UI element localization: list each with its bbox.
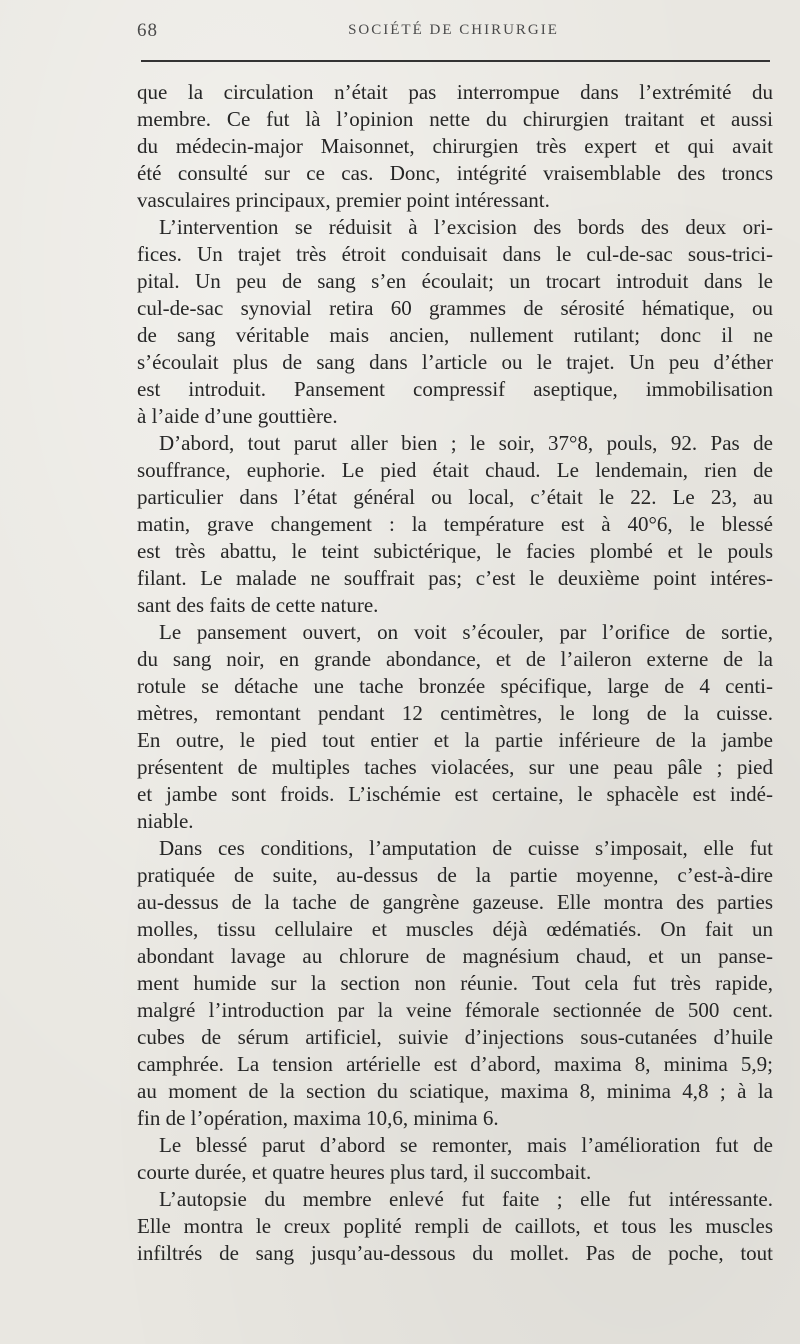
text-line: malgré l’introduction par la veine fémorale sectionnée de 500 cent. bbox=[137, 998, 773, 1022]
body-text bbox=[137, 79, 773, 1267]
text-line: filant. Le malade ne souffrait pas; c’est le deuxième point intéres- bbox=[137, 566, 773, 590]
text-line: et jambe sont froids. L’ischémie est certaine, le sphacèle est indé- bbox=[137, 782, 773, 806]
text-line: sant des faits de cette nature. bbox=[137, 593, 379, 617]
text-line: cubes de sérum artificiel, suivie d’injections sous-cutanées d’huile bbox=[137, 1025, 773, 1049]
text-line: pital. Un peu de sang s’en écoulait; un trocart introduit dans le bbox=[137, 269, 773, 293]
text-line: pratiquée de suite, au-dessus de la partie moyenne, c’est-à-dire bbox=[137, 863, 773, 887]
text-line: est très abattu, le teint subictérique, le facies plombé et le pouls bbox=[137, 539, 773, 563]
text-line: à l’aide d’une gouttière. bbox=[137, 404, 338, 428]
text-line: Elle montra le creux poplité rempli de caillots, et tous les muscles bbox=[137, 1214, 773, 1238]
text-line: matin, grave changement : la température est à 40°6, le blessé bbox=[137, 512, 773, 536]
text-line: abondant lavage au chlorure de magnésium chaud, et un panse- bbox=[137, 944, 773, 968]
text-line: infiltrés de sang jusqu’au-dessous du mollet. Pas de poche, tout bbox=[137, 1241, 773, 1265]
text-line: au moment de la section du sciatique, maxima 8, minima 4,8 ; à la bbox=[137, 1079, 773, 1103]
text-line: molles, tissu cellulaire et muscles déjà œdématiés. On fait un bbox=[137, 917, 773, 941]
page-number: 68 bbox=[137, 20, 158, 41]
text-line: présentent de multiples taches violacées, sur une peau pâle ; pied bbox=[137, 755, 773, 779]
text-line: est introduit. Pansement compressif aseptique, immobilisation bbox=[137, 377, 773, 401]
text-line: L’intervention se réduisit à l’excision des bords des deux ori- bbox=[159, 215, 773, 239]
text-line: cul-de-sac synovial retira 60 grammes de sérosité hématique, ou bbox=[137, 296, 773, 320]
text-line: rotule se détache une tache bronzée spécifique, large de 4 centi- bbox=[137, 674, 773, 698]
text-line: que la circulation n’était pas interrompue dans l’extrémité du bbox=[137, 80, 773, 104]
text-line: fin de l’opération, maxima 10,6, minima 6. bbox=[137, 1106, 499, 1130]
text-line: du sang noir, en grande abondance, et de l’aileron externe de la bbox=[137, 647, 773, 671]
text-line: ment humide sur la section non réunie. Tout cela fut très rapide, bbox=[137, 971, 773, 995]
text-line: L’autopsie du membre enlevé fut faite ; elle fut intéressante. bbox=[159, 1187, 773, 1211]
text-line: mètres, remontant pendant 12 centimètres, le long de la cuisse. bbox=[137, 701, 773, 725]
text-line: s’écoulait plus de sang dans l’article ou le trajet. Un peu d’éther bbox=[137, 350, 773, 374]
text-line: En outre, le pied tout entier et la partie inférieure de la jambe bbox=[137, 728, 773, 752]
text-line: camphrée. La tension artérielle est d’abord, maxima 8, minima 5,9; bbox=[137, 1052, 773, 1076]
text-line: courte durée, et quatre heures plus tard, il succombait. bbox=[137, 1160, 592, 1184]
header-rule bbox=[141, 60, 770, 62]
running-head: SOCIÉTÉ DE CHIRURGIE bbox=[348, 22, 559, 38]
text-line: souffrance, euphorie. Le pied était chaud. Le lendemain, rien de bbox=[137, 458, 773, 482]
text-line: au-dessus de la tache de gangrène gazeuse. Elle montra des parties bbox=[137, 890, 773, 914]
text-line: de sang véritable mais ancien, nullement rutilant; donc il ne bbox=[137, 323, 773, 347]
text-line: D’abord, tout parut aller bien ; le soir, 37°8, pouls, 92. Pas de bbox=[159, 431, 773, 455]
text-line: membre. Ce fut là l’opinion nette du chirurgien traitant et aussi bbox=[137, 107, 773, 131]
text-line: niable. bbox=[137, 809, 194, 833]
text-line: fices. Un trajet très étroit conduisait dans le cul-de-sac sous-trici- bbox=[137, 242, 773, 266]
text-line: été consulté sur ce cas. Donc, intégrité vraisemblable des troncs bbox=[137, 161, 773, 185]
text-line: Le blessé parut d’abord se remonter, mais l’amélioration fut de bbox=[159, 1133, 773, 1157]
text-line: vasculaires principaux, premier point intéressant. bbox=[137, 188, 550, 212]
text-line: du médecin-major Maisonnet, chirurgien très expert et qui avait bbox=[137, 134, 773, 158]
text-line: particulier dans l’état général ou local, c’était le 22. Le 23, au bbox=[137, 485, 773, 509]
text-line: Le pansement ouvert, on voit s’écouler, par l’orifice de sortie, bbox=[159, 620, 773, 644]
page-header bbox=[137, 20, 770, 44]
text-line: Dans ces conditions, l’amputation de cuisse s’imposait, elle fut bbox=[159, 836, 773, 860]
